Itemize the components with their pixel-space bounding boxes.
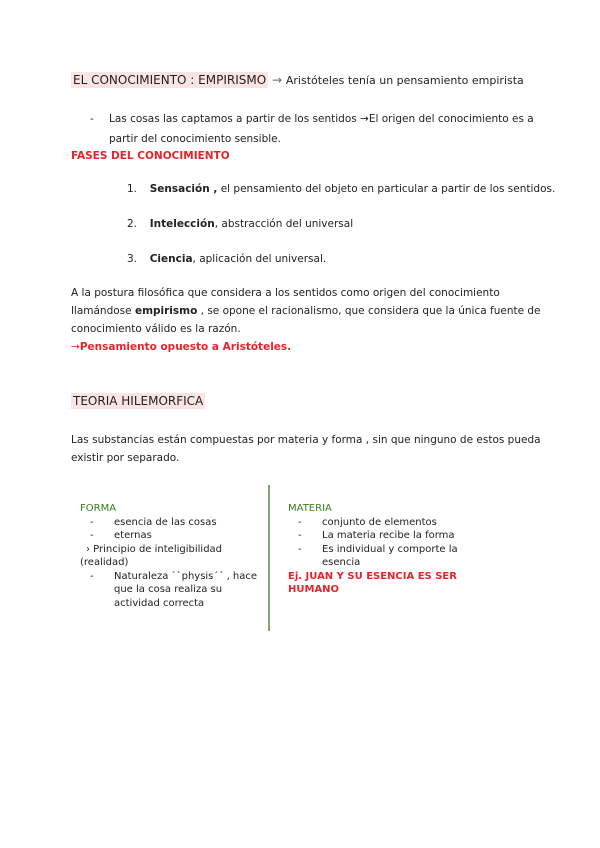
dash: -: [90, 516, 94, 528]
bullet-text-line2: partir del conocimiento sensible.: [109, 133, 281, 145]
dash: -: [90, 570, 94, 582]
para-line2-post: , se opone el racionalismo, que considera que la única fuente de: [197, 305, 541, 317]
materia-column: [288, 502, 478, 597]
forma-title: FORMA: [80, 503, 117, 514]
phase-text: el pensamiento del objeto en particular a partir de los sentidos.: [217, 183, 556, 195]
list-item: [288, 543, 478, 570]
bullet-text-line1: Las cosas las captamos a partir de los sentidos →El origen del conocimiento es a: [109, 113, 534, 125]
para-line1: A la postura filosófica que considera a los sentidos como origen del conocimiento: [71, 287, 500, 299]
list-item-text: Naturaleza ``physis´´ , hace: [114, 570, 258, 582]
phase-number: 1.: [127, 183, 138, 195]
list-item-text: esencia: [322, 557, 361, 568]
list-item: [80, 516, 260, 530]
list-item-text: conjunto de elementos: [322, 516, 437, 528]
dash: -: [90, 530, 94, 541]
list-item: [288, 529, 478, 543]
heading-highlight: TEORIA HILEMORFICA: [73, 394, 204, 408]
example-line2: HUMANO: [288, 584, 340, 595]
bullet-dash: -: [90, 113, 94, 125]
list-item-text: Es individual y comporte la: [322, 543, 458, 555]
heading-aside: Aristóteles tenía un pensamiento empirista: [285, 74, 524, 87]
para-line4: [71, 337, 291, 357]
phase-item-1: [127, 179, 555, 199]
list-item-text: que la cosa realiza su: [114, 584, 223, 595]
para2-line1: Las substancias están compuestas por materia y forma , sin que ninguno de estos pueda: [71, 434, 541, 446]
phase-item-3: [127, 249, 326, 269]
list-item: [80, 570, 260, 611]
para-line2-pre: llamándose: [71, 305, 135, 317]
list-item-text: actividad correcta: [114, 597, 205, 609]
list-item-text: La materia recibe la forma: [322, 530, 455, 541]
para-line3: conocimiento válido es la razón.: [71, 323, 241, 335]
phase-term: Sensación ,: [149, 183, 218, 195]
para-line2: [71, 301, 541, 321]
list-item: [288, 516, 478, 530]
heading-highlight: EL CONOCIMIENTO : EMPIRISMO: [73, 73, 267, 87]
principio-line2: (realidad): [80, 557, 129, 568]
phase-term: Intelección: [149, 218, 215, 230]
forma-column: [80, 502, 260, 610]
phase-text: , aplicación del universal.: [192, 253, 327, 265]
para2-line2: existir por separado.: [71, 452, 180, 464]
phase-number: 2.: [127, 218, 138, 230]
principio-line1: › Principio de inteligibilidad: [86, 543, 223, 555]
materia-title: MATERIA: [288, 503, 332, 514]
para-line4-text: Pensamiento opuesto a Aristóteles.: [79, 341, 292, 353]
column-divider: [268, 485, 270, 631]
list-item: [80, 529, 260, 543]
phases-heading: FASES DEL CONOCIMIENTO: [71, 150, 230, 162]
phase-number: 3.: [127, 253, 138, 265]
para-line2-bold: empirismo: [134, 305, 198, 317]
dash: -: [298, 543, 302, 555]
example-line1: Ej. JUAN Y SU ESENCIA ES SER: [288, 570, 457, 582]
dash: -: [298, 530, 302, 541]
list-item-text: eternas: [114, 530, 152, 541]
arrow-glyph: →: [71, 341, 80, 353]
phase-item-2: [127, 214, 353, 234]
dash: -: [298, 516, 302, 528]
section-heading-hilemorfica: [71, 394, 205, 408]
phase-term: Ciencia: [149, 253, 193, 265]
list-item-text: esencia de las cosas: [114, 516, 217, 528]
phase-text: , abstracción del universal: [214, 218, 354, 230]
arrow-glyph: →: [271, 73, 283, 87]
section-heading-empirismo: [71, 73, 524, 87]
